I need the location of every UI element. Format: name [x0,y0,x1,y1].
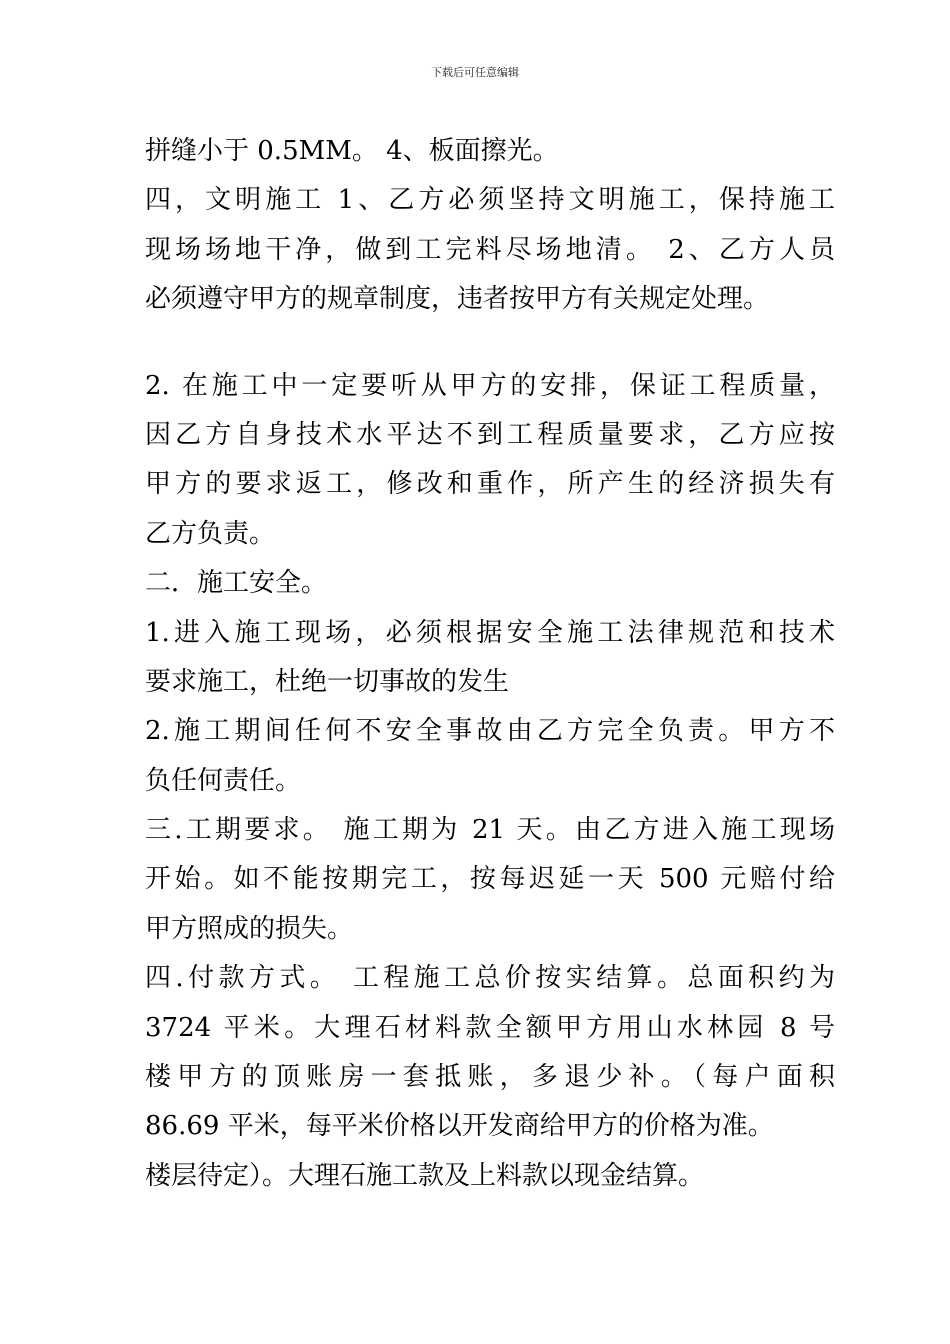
text-line: 甲方的要求返工，修改和重作，所产生的经济损失有 [145,469,835,500]
document-body [145,127,835,1201]
text-line: 1.进入施工现场，必须根据安全施工法律规范和技术 [145,617,835,648]
text-line: 因乙方自身技术水平达不到工程质量要求，乙方应按 [145,419,835,450]
paragraph-gap [145,325,835,362]
text-line: 开始。如不能按期完工，按每迟延一天 500 元赔付给 [145,864,835,895]
text-line: 乙方负责。 [145,518,276,549]
text-line: 要求施工，杜绝一切事故的发生 [145,666,510,697]
text-line: 2. 在施工中一定要听从甲方的安排，保证工程质量， [145,370,835,401]
text-line: 拼缝小于 0.5MM。 4、板面擦光。 [145,136,559,166]
text-line: 三.工期要求。 施工期为 21 天。由乙方进入施工现场 [145,815,835,846]
text-line: 86.69 平米，每平米价格以开发商给甲方的价格为准。 [145,1111,774,1142]
text-line: 四，文明施工 1、乙方必须坚持文明施工，保持施工 [145,185,835,216]
page-header: 下载后可任意编辑 [431,66,519,79]
text-line: 楼层待定）。大理石施工款及上料款以现金结算。 [145,1160,705,1191]
text-line: 现场场地干净，做到工完料尽场地清。 2、乙方人员 [145,234,835,265]
text-line: 四.付款方式。 工程施工总价按实结算。总面积约为 [145,963,835,994]
text-line: 甲方照成的损失。 [145,913,354,944]
text-line: 楼甲方的顶账房一套抵账，多退少补。（每户面积 [145,1062,835,1093]
text-line: 3724 平米。大理石材料款全额甲方用山水林园 8 号 [145,1012,835,1043]
text-line: 必须遵守甲方的规章制度，违者按甲方有关规定处理。 [145,284,770,315]
text-line: 2.施工期间任何不安全事故由乙方完全负责。甲方不 [145,716,835,747]
text-line: 负任何责任。 [145,765,302,796]
section-heading: 二．施工安全。 [145,568,328,599]
